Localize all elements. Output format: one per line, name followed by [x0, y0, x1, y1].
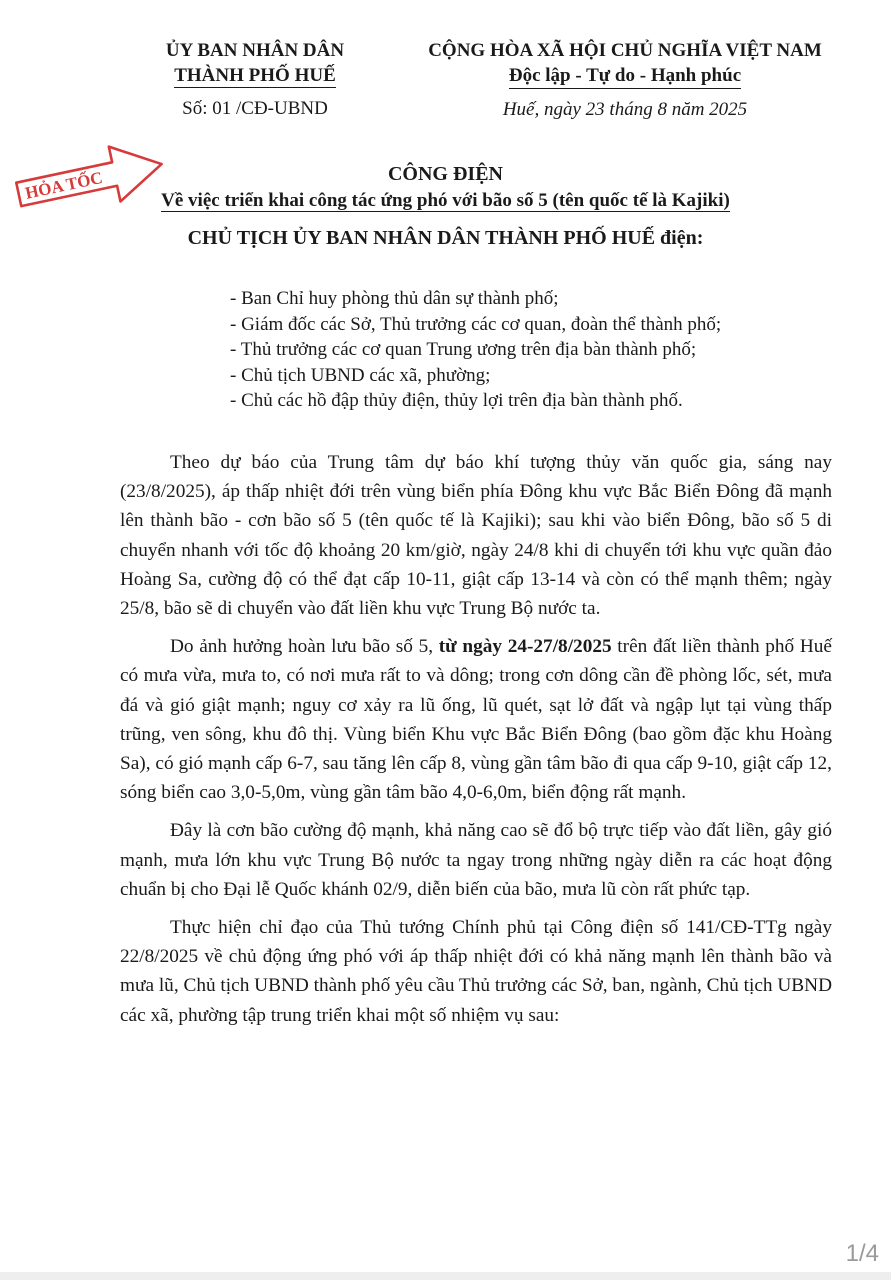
national-motto: Độc lập - Tự do - Hạnh phúc [509, 64, 741, 89]
recipient-list [230, 286, 870, 414]
sender-line: CHỦ TỊCH ỦY BAN NHÂN DÂN THÀNH PHỐ HUẾ điện: [187, 227, 704, 249]
impact-date-range: từ ngày 24-27/8/2025 [438, 636, 612, 658]
recipient-item: - Chủ tịch UBND các xã, phường; [230, 364, 491, 386]
body-paragraph-directive: Thực hiện chỉ đạo của Thủ tướng Chính phủ tại Công điện số 141/CĐ-TTg ngày 22/8/2025 về chủ động ứng phó với áp thấp nhiệt đới có khả năng mạnh lên thành bão và mưa lũ, Chủ tịch UBND thành phố yêu cầu Thủ trưởng các Sở, ban, ngành, Chủ tịch UBND các xã, phường tập trung triển khai một số nhiệm vụ sau: [120, 917, 832, 1026]
recipient-item: - Giám đốc các Sở, Thủ trưởng các cơ quan, đoàn thể thành phố; [230, 313, 722, 335]
urgent-stamp-label: HỎA TỐC [23, 167, 105, 203]
issuer-name-line2 [120, 63, 390, 88]
national-title: CỘNG HÒA XÃ HỘI CHỦ NGHĨA VIỆT NAM [428, 40, 822, 61]
page-indicator: 1/4 [845, 1240, 879, 1267]
document-type: CÔNG ĐIỆN [387, 163, 503, 185]
recipient-item: - Ban Chỉ huy phòng thủ dân sự thành phố; [230, 288, 559, 309]
body-paragraph-forecast: Theo dự báo của Trung tâm dự báo khí tượng thủy văn quốc gia, sáng nay (23/8/2025), áp thấp nhiệt đới trên vùng biển phía Đông khu vực Bắc Biển Đông đã mạnh lên thành bão - cơn bão số 5 (tên quốc tế là Kajiki); sau khi vào biển Đông, bão số 5 di chuyển nhanh với tốc độ khoảng 20 km/giờ, ngày 24/8 khi di chuyển tới khu vực quần đảo Hoàng Sa, cường độ có thể đạt cấp 10-11, giật cấp 13-14 và còn có thể mạnh thêm; ngày 25/8, bão sẽ di chuyển vào đất liền khu vực Trung Bộ nước ta. [120, 452, 832, 620]
recipient-item: - Thủ trưởng các cơ quan Trung ương trên địa bàn thành phố; [230, 339, 697, 360]
issue-date: Huế, ngày 23 tháng 8 năm 2025 [502, 99, 748, 120]
issuer-header [120, 38, 390, 121]
document-title-block [0, 160, 891, 252]
document-subject-text: Về việc triển khai công tác ứng phó với bão số 5 (tên quốc tế là Kajiki) [161, 190, 730, 211]
issuer-name-line2-text: THÀNH PHỐ HUẾ [174, 65, 336, 86]
impact-lead-text: Do ảnh hưởng hoàn lưu bão số 5, [170, 636, 439, 658]
recipient-item: - Chủ các hồ đập thủy điện, thủy lợi trên địa bàn thành phố. [230, 390, 683, 411]
viewer-bottom-bar [0, 1272, 891, 1280]
document-body [120, 448, 832, 1039]
body-paragraph-impact [120, 632, 832, 807]
national-header [400, 38, 850, 122]
issuer-name-line1: ỦY BAN NHÂN DÂN [165, 40, 345, 61]
body-paragraph-severity: Đây là cơn bão cường độ mạnh, khả năng cao sẽ đổ bộ trực tiếp vào đất liền, gây gió mạnh, mưa lớn khu vực Trung Bộ nước ta ngay trong những ngày diễn ra các hoạt động chuẩn bị cho Đại lễ Quốc khánh 02/9, diễn biến của bão, mưa lũ còn rất phức tạp. [120, 820, 832, 900]
document-subject [0, 188, 891, 214]
impact-rest-text: trên đất liền thành phố Huế có mưa vừa, mưa to, có nơi mưa rất to và dông; trong cơn dông cần đề phòng lốc, sét, mưa đá và gió giật mạnh; nguy cơ xảy ra lũ ống, lũ quét, sạt lở đất và ngập lụt tại vùng thấp trũng, ven sông, khu đô thị. Vùng biển Khu vực Bắc Biển Đông (bao gồm đặc khu Hoàng Sa), có gió mạnh cấp 6-7, sau tăng lên cấp 8, vùng gần tâm bão đi qua cấp 9-10, giật cấp 12, sóng biển cao 3,0-5,0m, vùng gần tâm bão 4,0-6,0m, biển động rất mạnh. [120, 636, 832, 804]
document-number: Số: 01 /CĐ-UBND [182, 98, 328, 119]
